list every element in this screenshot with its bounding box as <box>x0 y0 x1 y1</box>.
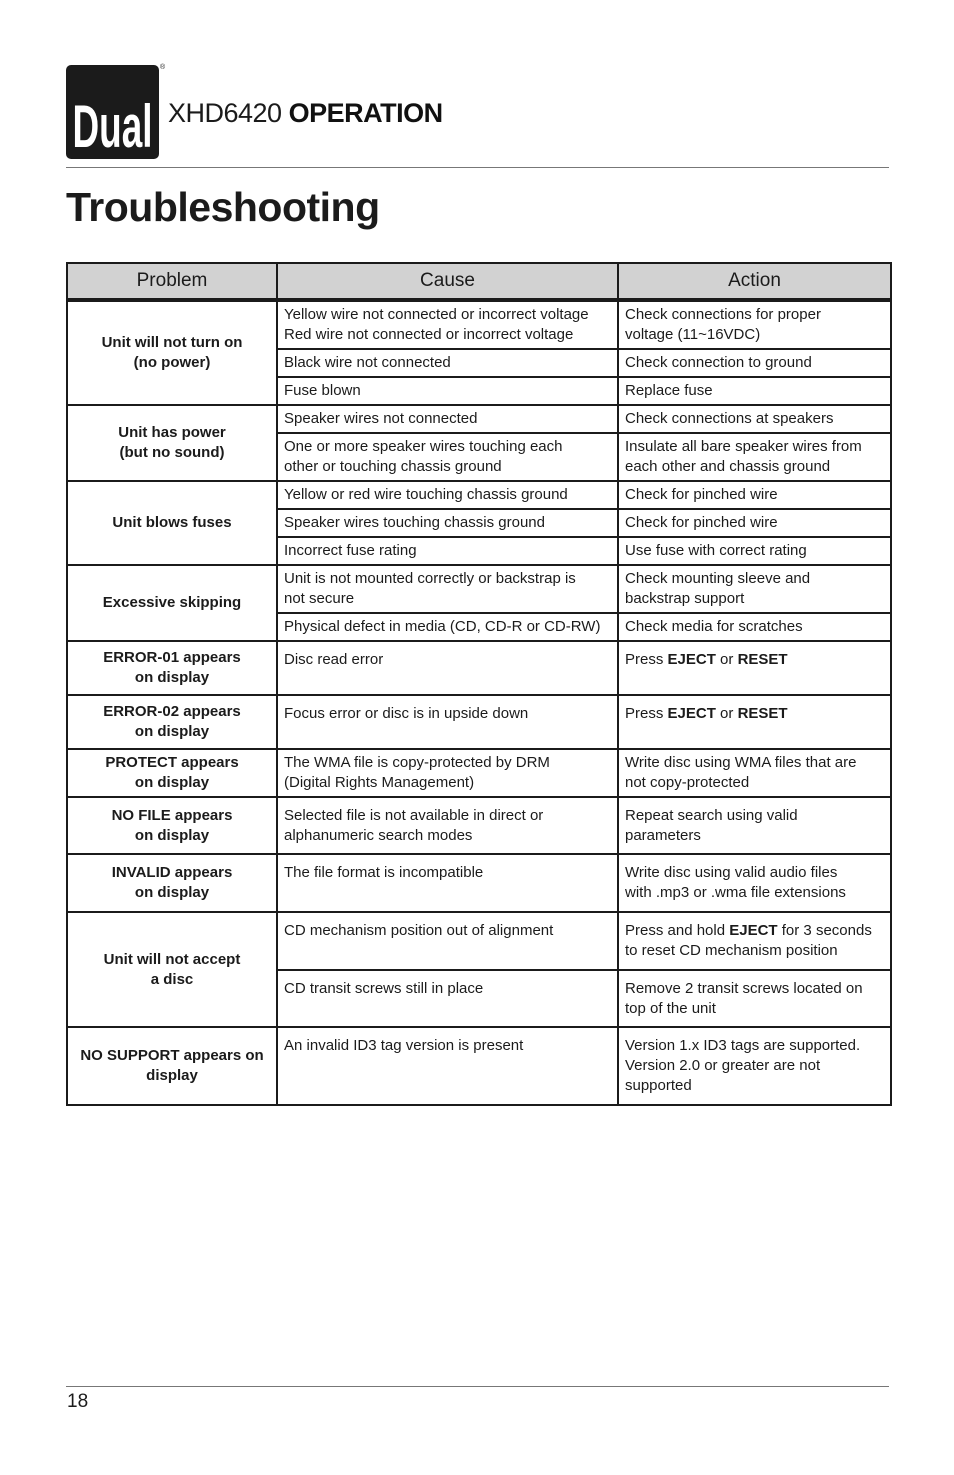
cause-text: Selected file is not available in direct or <box>284 807 544 824</box>
cause-text: The file format is incompatible <box>284 864 484 881</box>
problem-text: NO FILE appears <box>111 806 233 824</box>
action-text: each other and chassis ground <box>625 458 831 475</box>
problem-text: Excessive skipping <box>102 594 242 611</box>
cause-text: Speaker wires touching chassis ground <box>284 514 545 531</box>
action-text-part: Press <box>625 651 668 668</box>
problem-text: on display <box>134 723 210 740</box>
action-cell <box>618 749 891 797</box>
header-divider <box>66 167 889 168</box>
cause-cell <box>277 695 618 749</box>
cause-text: Yellow wire not connected or incorrect voltage <box>284 306 589 323</box>
table-header-row <box>67 263 891 300</box>
cause-text: Disc read error <box>284 651 384 668</box>
cause-text: Incorrect fuse rating <box>284 542 417 559</box>
action-text: Use fuse with correct rating <box>625 542 807 559</box>
page-title: Troubleshooting <box>66 184 380 230</box>
cause-text: Focus error or disc is in upside down <box>284 705 529 722</box>
action-text-part: or <box>715 705 738 722</box>
action-text: voltage (11~16VDC) <box>625 326 761 343</box>
cause-cell <box>277 377 618 405</box>
cause-cell <box>277 641 618 695</box>
cause-text: CD mechanism position out of alignment <box>284 922 554 939</box>
problem-text: PROTECT appears <box>105 754 239 771</box>
action-text: Repeat search using valid <box>625 807 798 824</box>
action-cell <box>618 695 891 749</box>
cause-text: alphanumeric search modes <box>284 827 473 844</box>
action-cell <box>618 970 891 1027</box>
problem-cell <box>67 300 277 405</box>
problem-text: on display <box>134 884 210 901</box>
problem-text: ERROR-01 appears <box>103 649 241 666</box>
problem-text: Unit blows fuses <box>112 514 232 531</box>
column-header-action: Action <box>618 263 891 300</box>
troubleshooting-table <box>66 262 892 1106</box>
problem-text: display <box>146 1067 198 1084</box>
cause-text: Unit is not mounted correctly or backstrap is <box>284 570 576 587</box>
action-cell <box>618 565 891 613</box>
problem-cell <box>67 405 277 481</box>
cause-text: Speaker wires not connected <box>284 410 478 427</box>
cause-cell <box>277 912 618 970</box>
problem-cell <box>67 912 277 1027</box>
action-text: Insulate all bare speaker wires from <box>625 438 862 455</box>
action-cell <box>618 854 891 912</box>
cause-text: One or more speaker wires touching each <box>284 438 563 455</box>
problem-cell <box>67 481 277 565</box>
cause-cell <box>277 405 618 433</box>
cause-cell <box>277 854 618 912</box>
cause-cell <box>277 970 618 1027</box>
model-name: XHD6420 <box>168 98 282 128</box>
action-text-part: Press and hold <box>625 922 730 939</box>
table-row <box>67 912 891 970</box>
problem-cell <box>67 1027 277 1105</box>
cause-text: (Digital Rights Management) <box>284 774 475 791</box>
action-text: Check connections at speakers <box>625 410 834 427</box>
cause-text: CD transit screws still in place <box>284 980 484 997</box>
action-text: Check media for scratches <box>625 618 803 635</box>
action-text: Check for pinched wire <box>625 514 778 531</box>
action-cell <box>618 481 891 509</box>
action-cell <box>618 641 891 695</box>
action-text: Version 1.x ID3 tags are supported. <box>625 1037 861 1054</box>
registered-mark: ® <box>160 64 166 71</box>
cause-cell <box>277 433 618 481</box>
table-row <box>67 854 891 912</box>
table-row <box>67 481 891 509</box>
action-text: Check connection to ground <box>625 354 812 371</box>
problem-cell <box>67 641 277 695</box>
action-text: with .mp3 or .wma file extensions <box>625 884 846 901</box>
action-text: supported <box>625 1077 692 1094</box>
column-header-cause: Cause <box>277 263 618 300</box>
problem-text: Unit will not turn on <box>101 334 243 351</box>
button-name-emphasis: RESET <box>737 705 788 722</box>
cause-cell <box>277 1027 618 1105</box>
problem-text: (no power) <box>133 354 211 371</box>
cause-text: Yellow or red wire touching chassis ground <box>284 486 568 503</box>
action-text: Check for pinched wire <box>625 486 778 503</box>
action-cell <box>618 349 891 377</box>
action-cell <box>618 300 891 349</box>
problem-cell <box>67 854 277 912</box>
cause-text: Fuse blown <box>284 382 361 399</box>
cause-cell <box>277 349 618 377</box>
cause-cell <box>277 537 618 565</box>
table-row <box>67 695 891 749</box>
action-text <box>625 650 884 670</box>
cause-text: Physical defect in media (CD, CD-R or CD-RW) <box>284 618 601 635</box>
action-text: parameters <box>625 827 701 844</box>
problem-text: a disc <box>150 970 194 988</box>
table-row <box>67 641 891 695</box>
button-name-emphasis: RESET <box>737 651 788 668</box>
action-text: Write disc using WMA files that are <box>625 754 857 771</box>
page-number: 18 <box>67 1391 89 1412</box>
action-text: Remove 2 transit screws located on <box>625 980 863 997</box>
problem-text: Unit has power <box>118 424 226 441</box>
table-row <box>67 565 891 613</box>
page-header <box>168 96 443 130</box>
action-text: backstrap support <box>625 590 745 607</box>
button-name-emphasis: EJECT <box>667 705 716 722</box>
action-cell <box>618 433 891 481</box>
footer-divider <box>66 1386 889 1387</box>
cause-text: The WMA file is copy-protected by DRM <box>284 754 550 771</box>
problem-text: on display <box>134 669 210 686</box>
problem-text: Unit will not accept <box>103 950 241 968</box>
cause-cell <box>277 613 618 641</box>
cause-text: not secure <box>284 590 355 607</box>
cause-text: An invalid ID3 tag version is present <box>284 1037 524 1054</box>
table-row <box>67 1027 891 1105</box>
problem-cell <box>67 695 277 749</box>
cause-cell <box>277 300 618 349</box>
cause-cell <box>277 749 618 797</box>
table-row <box>67 300 891 349</box>
button-name-emphasis: EJECT <box>729 922 778 939</box>
action-cell <box>618 1027 891 1105</box>
column-header-problem: Problem <box>67 263 277 300</box>
table-row <box>67 405 891 433</box>
action-text: top of the unit <box>625 1000 716 1017</box>
problem-text: ERROR-02 appears <box>103 703 241 720</box>
cause-cell <box>277 797 618 854</box>
table-body <box>67 300 891 1105</box>
cause-cell <box>277 565 618 613</box>
dual-logo <box>66 65 159 159</box>
action-cell <box>618 537 891 565</box>
cause-text: other or touching chassis ground <box>284 458 502 475</box>
button-name-emphasis: EJECT <box>667 651 716 668</box>
action-text-part: Press <box>625 705 668 722</box>
action-cell <box>618 797 891 854</box>
action-text: Check connections for proper <box>625 306 821 323</box>
action-text-part: for 3 seconds to reset CD mechanism position <box>625 922 872 959</box>
action-text: Version 2.0 or greater are not <box>625 1057 821 1074</box>
cause-text: Black wire not connected <box>284 354 451 371</box>
action-cell <box>618 613 891 641</box>
action-text: Check mounting sleeve and <box>625 570 811 587</box>
problem-text: on display <box>134 774 210 791</box>
problem-cell <box>67 565 277 641</box>
action-cell <box>618 509 891 537</box>
action-text <box>625 704 884 724</box>
problem-text: on display <box>134 826 210 844</box>
cause-text: Red wire not connected or incorrect voltage <box>284 326 574 343</box>
table-row <box>67 749 891 797</box>
problem-text: NO SUPPORT appears on <box>80 1047 264 1064</box>
cause-cell <box>277 481 618 509</box>
action-cell <box>618 377 891 405</box>
problem-cell <box>67 749 277 797</box>
action-text: Write disc using valid audio files <box>625 864 838 881</box>
cause-cell <box>277 509 618 537</box>
logo-wordmark: Dual <box>72 93 153 159</box>
table-row <box>67 797 891 854</box>
action-text <box>625 921 884 961</box>
action-text-part: or <box>715 651 738 668</box>
problem-text: INVALID appears <box>111 864 233 881</box>
problem-cell <box>67 797 277 854</box>
section-name: OPERATION <box>288 98 443 128</box>
problem-text: (but no sound) <box>119 444 225 461</box>
action-text: Replace fuse <box>625 382 713 399</box>
action-cell <box>618 912 891 970</box>
action-text: not copy-protected <box>625 774 750 791</box>
action-cell <box>618 405 891 433</box>
